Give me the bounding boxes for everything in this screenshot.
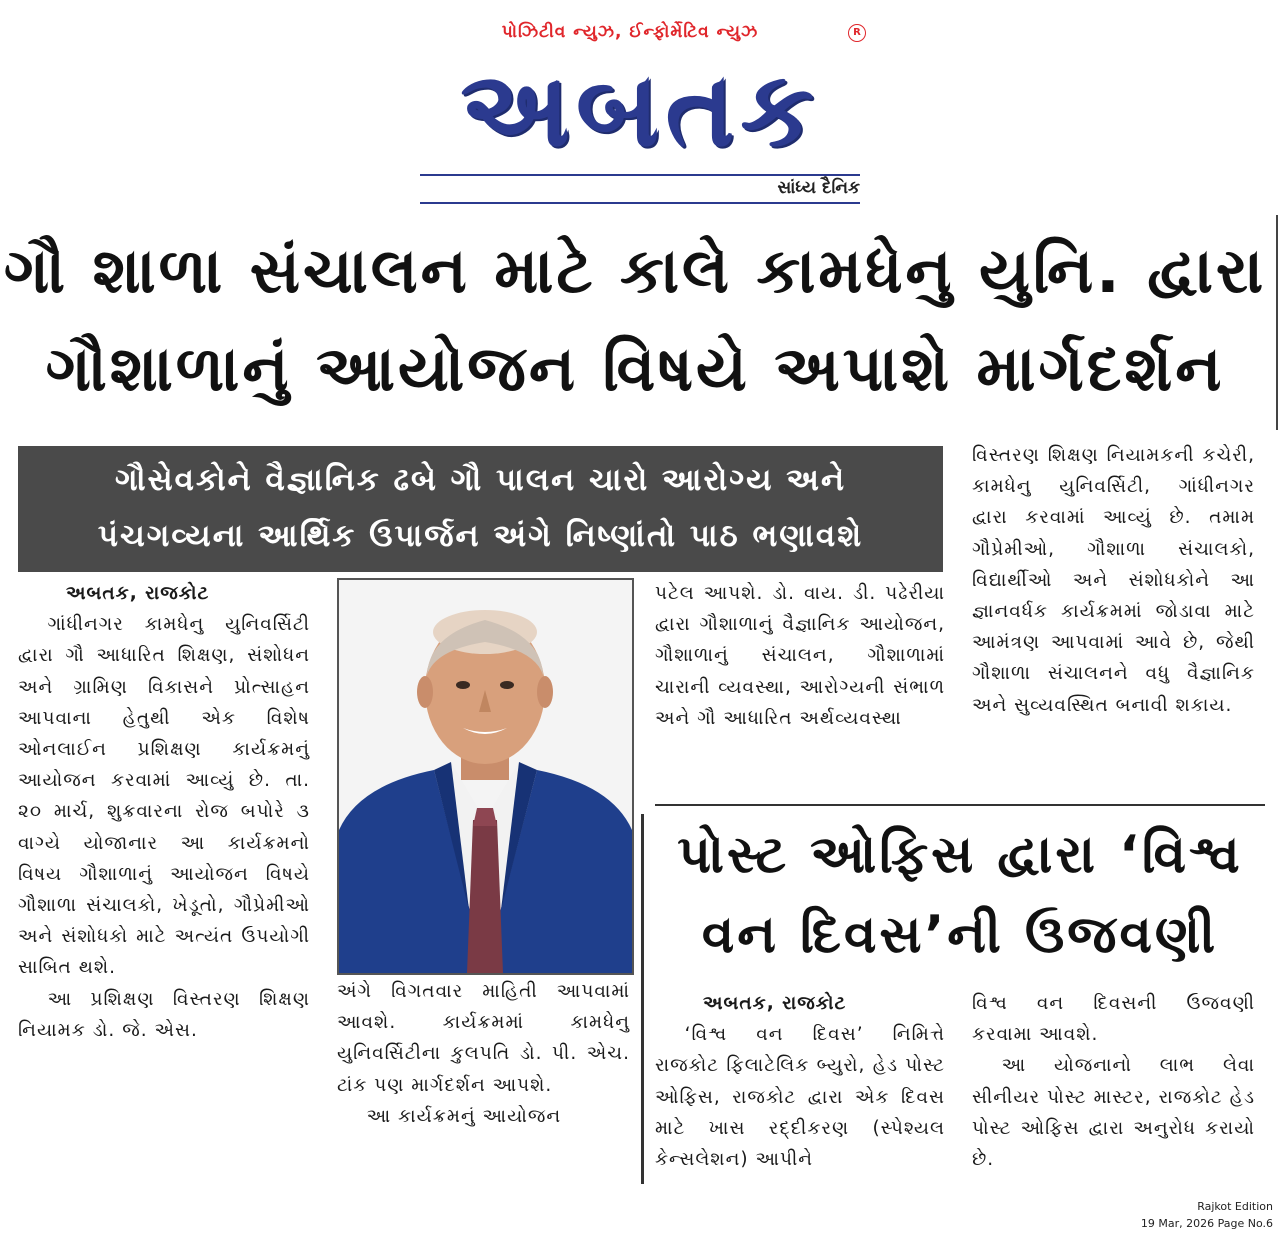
subheadline-text — [18, 452, 943, 564]
article-column-1 — [18, 578, 310, 1046]
logo-divider — [420, 174, 860, 176]
article-paragraph: ગાંધીનગર કામધેનુ યુનિવર્સિટી દ્વારા ગૌ આધારિત શિક્ષણ, સંશોધન અને ગ્રામિણ વિકાસને પ્રોત્સાહન આપવાના હેતુથી એક વિશેષ ઓનલાઈન પ્રશિક્ષણ કાર્યક્રમનું આયોજન કરવામાં આવ્યું છે. તા. ૨૦ માર્ચ, શુક્રવારના રોજ બપોરે ૩ વાગ્યે યોજાનાર આ કાર્યક્રમનો વિષય ગૌશાળાનું આયોજન વિષયે ગૌશાળા સંચાલકો, ખેડૂતો, ગૌપ્રેમીઓ અને સંશોધકો માટે અત્યંત ઉપયોગી સાબિત થશે. — [18, 614, 310, 979]
post-office-column-1 — [655, 988, 945, 1175]
article-paragraph: અંગે વિગતવાર માહિતી આપવામાં આવશે. કાર્યક્રમમાં કામધેનુ યુનિવર્સિટીના કુલપતિ ડો. પી. એચ. ટાંક પણ માર્ગદર્શન આપશે. — [337, 981, 630, 1096]
post-office-column-2 — [972, 988, 1255, 1175]
masthead-tagline: પોઝિટીવ ન્યુઝ, ઈન્ફોર્મેટિવ ન્યુઝ — [501, 22, 759, 42]
edition-date-page: 19 Mar, 2026 Page No.6 — [1140, 1217, 1273, 1230]
post-office-headline — [655, 815, 1265, 975]
main-headline — [0, 222, 1270, 418]
article-paragraph: વિસ્તરણ શિક્ષણ નિયામકની કચેરી, કામધેનુ યુનિવર્સિટી, ગાંધીનગર દ્વારા કરવામાં આવ્યું છે. તમામ ગૌપ્રેમીઓ, ગૌશાળા સંચાલકો, વિદ્યાર્થીઓ અને સંશોધકોને આ જ્ઞાનવર્ધક કાર્યક્રમમાં જોડાવા માટે આમંત્રણ આપવામાં આવે છે, જેથી ગૌશાળા સંચાલનને વધુ વૈજ્ઞાનિક અને સુવ્યવસ્થિત બનાવી શકાય. — [972, 445, 1255, 716]
subheadline-banner — [18, 446, 943, 572]
article-dateline: અબતક, રાજકોટ — [703, 993, 847, 1014]
main-headline-line1: ગૌ શાળા સંચાલન માટે કાલે કામધેનુ યુનિ. દ્વારા — [3, 234, 1267, 307]
article-paragraph: ‘વિશ્વ વન દિવસ’ નિમિત્તે રાજકોટ ફિલાટેલિક બ્યુરો, હેડ પોસ્ટ ઓફિસ, રાજકોટ દ્વારા એક દિવસ માટે ખાસ રદ્દીકરણ (સ્પેશ્યલ કેન્સલેશન) આપીને — [655, 1024, 945, 1171]
section-divider — [655, 804, 1265, 806]
masthead-subtitle: સાંધ્ય દૈનિક — [777, 178, 860, 198]
portrait-image — [339, 580, 632, 973]
article-column-4 — [972, 440, 1255, 721]
subheadline-line2: પંચગવ્યના આર્થિક ઉપાર્જન અંગે નિષ્ણાંતો પાઠ ભણાવશે — [97, 518, 864, 554]
post-office-headline-line1: પોસ્ટ ઓફિસ દ્વારા ‘વિશ્વ — [677, 825, 1243, 885]
article-dateline: અબતક, રાજકોટ — [66, 583, 210, 604]
article-column-2 — [337, 976, 630, 1132]
article-paragraph: આ યોજનાનો લાભ લેવા સીનીયર પોસ્ટ માસ્ટર, રાજકોટ હેડ પોસ્ટ ઓફિસ દ્વારા અનુરોધ કરાયો છે. — [972, 1055, 1255, 1171]
post-office-headline-line2: વન દિવસ’ની ઉજવણી — [701, 905, 1219, 965]
column-divider — [641, 814, 644, 1184]
article-column-3 — [655, 578, 945, 734]
edition-info — [1080, 1198, 1273, 1232]
article-paragraph: પટેલ આપશે. ડો. વાય. ડી. પઢેરીયા દ્વારા ગૌશાળાનું વૈજ્ઞાનિક આયોજન, ગૌશાળાનું સંચાલન, ગૌશાળામાં ચારાની વ્યવસ્થા, આરોગ્યની સંભાળ અને ગૌ આધારિત અર્થવ્યવસ્થા — [655, 583, 945, 729]
registered-mark: R — [848, 24, 866, 42]
newspaper-logo: અબતક — [460, 48, 820, 170]
column-divider — [1276, 215, 1278, 430]
masthead — [420, 18, 865, 206]
logo-underline — [420, 202, 860, 204]
article-paragraph: આ કાર્યક્રમનું આયોજન — [366, 1105, 562, 1127]
article-paragraph: વિશ્વ વન દિવસની ઉજવણી કરવામા આવશે. — [972, 993, 1255, 1046]
edition-name: Rajkot Edition — [1197, 1200, 1273, 1213]
person-photo — [337, 578, 634, 975]
main-headline-line2: ગૌશાળાનું આયોજન વિષયે અપાશે માર્ગદર્શન — [45, 332, 1225, 405]
subheadline-line1: ગૌસેવકોને વૈજ્ઞાનિક ઢબે ગૌ પાલન ચારો આરોગ્ય અને — [114, 462, 847, 498]
article-paragraph: આ પ્રશિક્ષણ વિસ્તરણ શિક્ષણ નિયામક ડો. જે. એસ. — [18, 988, 310, 1041]
